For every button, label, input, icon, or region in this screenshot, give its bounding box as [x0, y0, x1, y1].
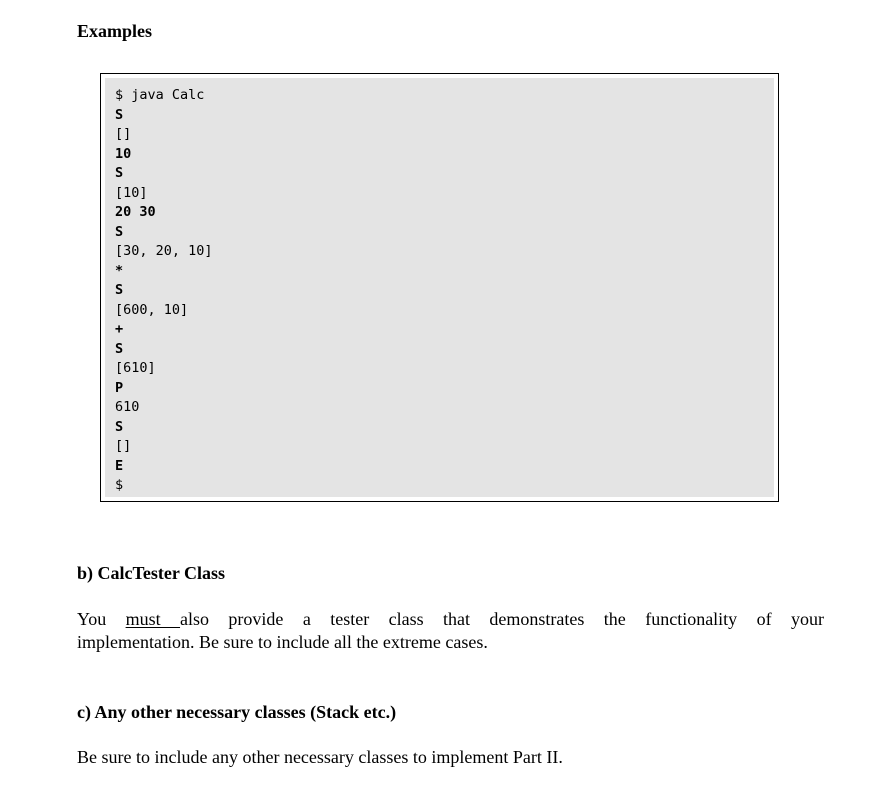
examples-heading: Examples	[77, 21, 153, 41]
terminal-output-line: 610	[115, 399, 140, 415]
terminal-output-line: $	[115, 477, 124, 493]
calctester-heading: b) CalcTester Class	[77, 563, 225, 583]
terminal-output-line: []	[115, 126, 132, 142]
terminal-output-line: [610]	[115, 360, 156, 376]
terminal-input-line: +	[115, 321, 124, 337]
terminal-output-line: [600, 10]	[115, 301, 189, 318]
terminal-input-line: 20 30	[115, 204, 156, 220]
paragraph-text-you: You	[77, 609, 126, 629]
other-classes-heading: c) Any other necessary classes (Stack etc.)	[77, 702, 397, 722]
emphasis-must: must	[125, 609, 181, 629]
terminal-input-line: S	[115, 165, 124, 181]
terminal-input-line: S	[115, 282, 124, 298]
other-classes-paragraph: Be sure to include any other necessary classes to implement Part II.	[77, 747, 563, 767]
calctester-paragraph-line-2: implementation. Be sure to include all the extreme cases.	[77, 632, 488, 652]
terminal-output-line: $ java Calc	[115, 87, 205, 103]
paragraph-text-rest: also provide a tester class that demonstrates the functionality of your	[180, 609, 824, 629]
terminal-input-line: S	[115, 223, 124, 240]
terminal-input-line: S	[115, 340, 124, 357]
terminal-input-line: P	[115, 379, 124, 396]
terminal-code-area	[105, 78, 774, 497]
terminal-input-line: E	[115, 457, 124, 474]
calctester-paragraph	[77, 608, 824, 654]
terminal-input-line: S	[115, 106, 124, 123]
terminal-output-line: [30, 20, 10]	[115, 243, 213, 259]
calctester-paragraph-line-1	[77, 608, 824, 631]
terminal-output-line: [10]	[115, 184, 148, 201]
terminal-example-box	[100, 73, 779, 502]
terminal-lines	[115, 86, 213, 496]
terminal-input-line: 10	[115, 145, 132, 162]
terminal-input-line: S	[115, 418, 124, 435]
terminal-output-line: []	[115, 438, 132, 454]
terminal-input-line: *	[115, 262, 124, 279]
